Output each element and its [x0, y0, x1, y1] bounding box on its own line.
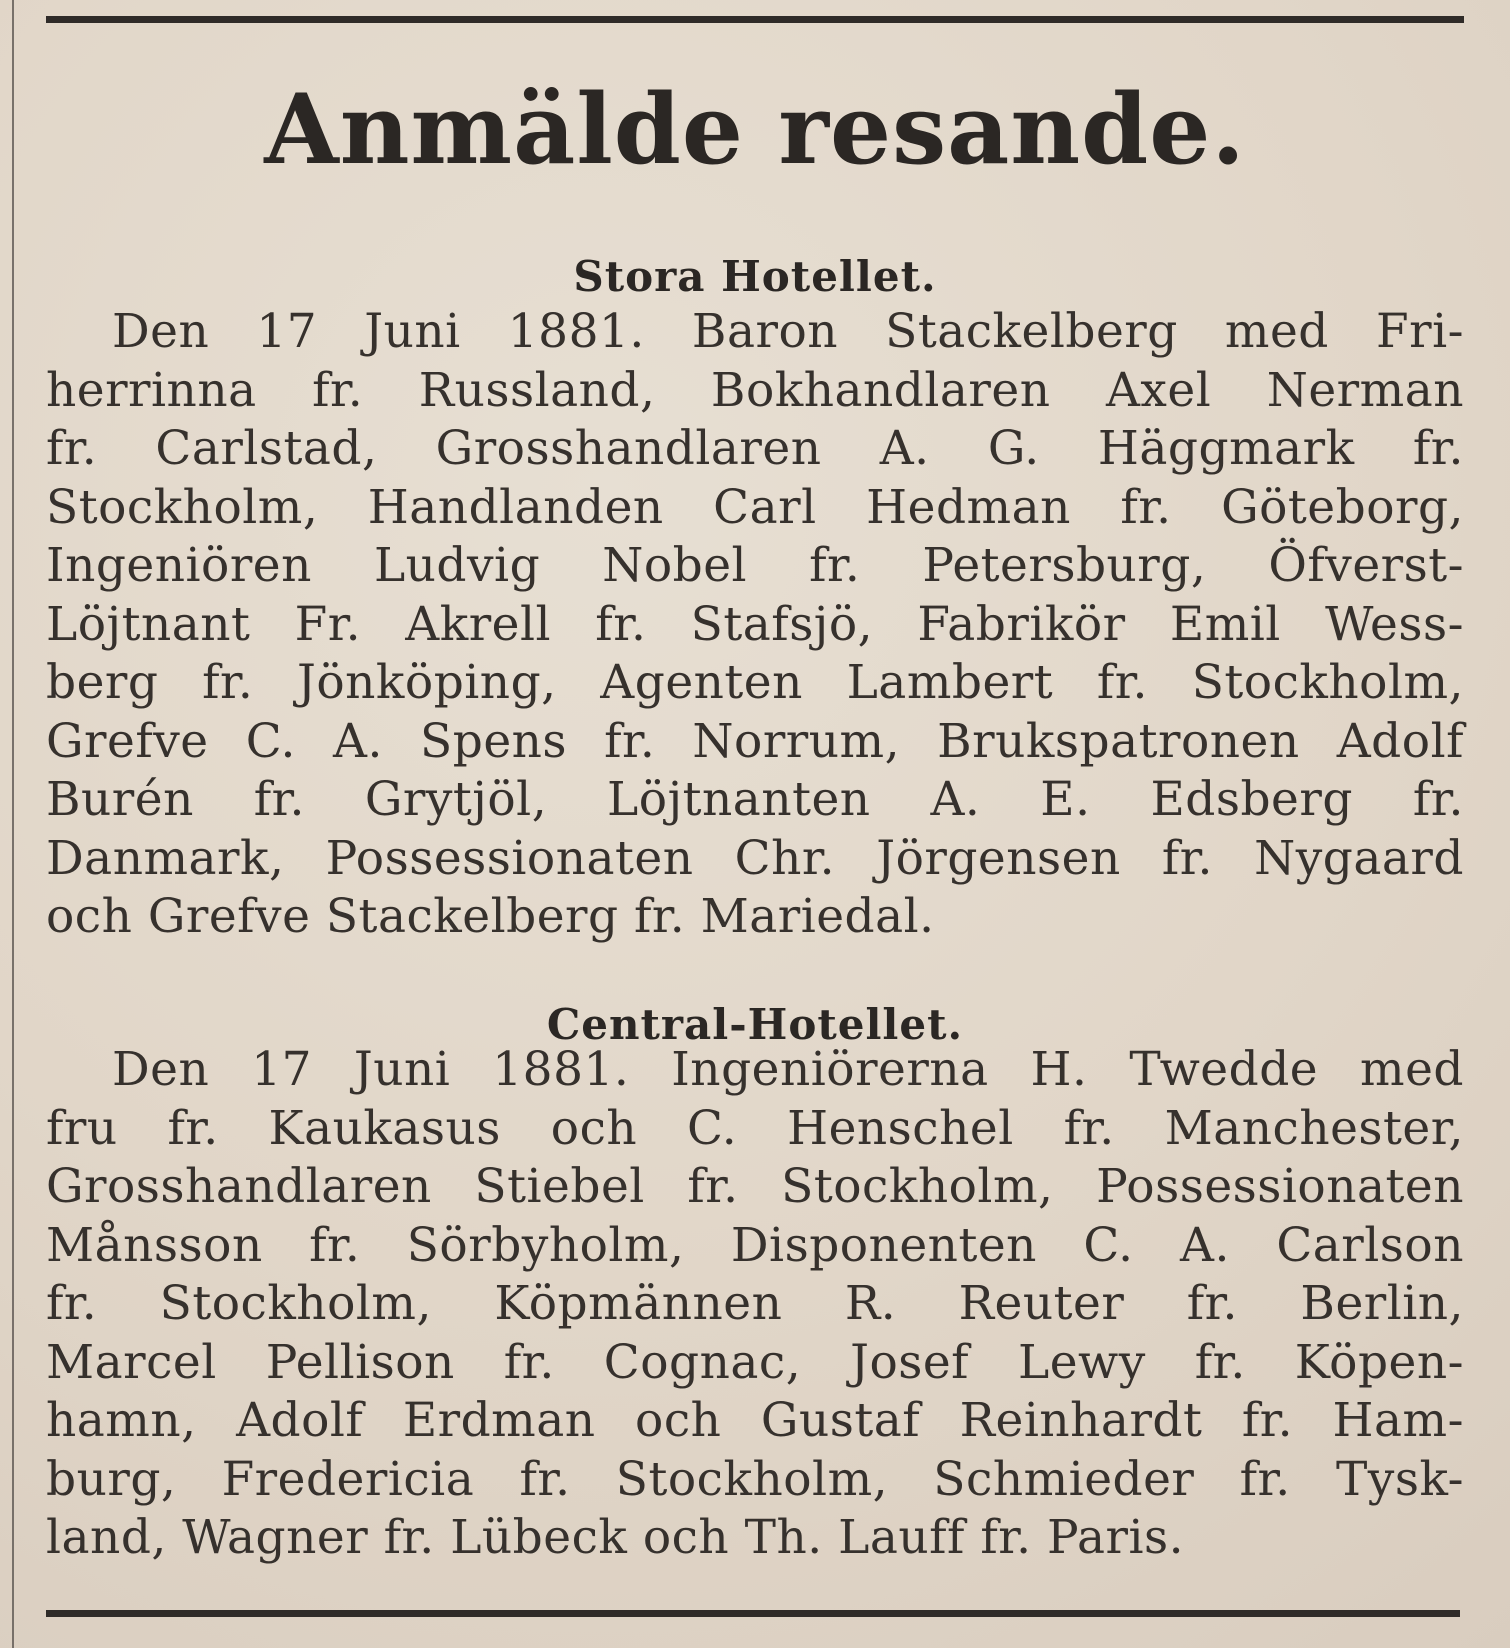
text-line: Grosshandlaren Stiebel fr. Stockholm, Possessionaten [46, 1159, 1464, 1214]
text-line: Den 17 Juni 1881. Ingeniörerna H. Twedde med [112, 1042, 1464, 1097]
top-rule [46, 16, 1464, 23]
text-line: fr. Stockholm, Köpmännen R. Reuter fr. Berlin, [46, 1276, 1464, 1331]
text-line: Månsson fr. Sörbyholm, Disponenten C. A. Carlson [46, 1217, 1464, 1273]
text-line: Burén fr. Grytjöl, Löjtnanten A. E. Edsberg fr. [46, 772, 1464, 827]
headline: Anmälde resande. [264, 73, 1246, 186]
text-line: fr. Carlstad, Grosshandlaren A. G. Häggmark fr. [46, 421, 1464, 476]
page-edge-line [12, 0, 14, 1648]
hotel-heading-central: Central-Hotellet. [546, 1000, 964, 1049]
text-line: Ingeniören Ludvig Nobel fr. Petersburg, Öfverst- [46, 538, 1464, 593]
text-line: herrinna fr. Russland, Bokhandlaren Axel Nerman [46, 362, 1464, 418]
text-line: och Grefve Stackelberg fr. Mariedal. [46, 889, 935, 944]
text-line: berg fr. Jönköping, Agenten Lambert fr. Stockholm, [46, 655, 1464, 710]
text-line: Den 17 Juni 1881. Baron Stackelberg med Fri- [112, 304, 1464, 359]
bottom-rule [46, 1610, 1460, 1617]
text-line: hamn, Adolf Erdman och Gustaf Reinhardt fr. Ham- [46, 1393, 1464, 1448]
guest-list-stora [46, 303, 1464, 947]
hotel-heading-stora: Stora Hotellet. [573, 252, 937, 301]
text-line: Danmark, Possessionaten Chr. Jörgensen fr. Nygaard [46, 830, 1464, 886]
text-line: burg, Fredericia fr. Stockholm, Schmieder fr. Tysk- [46, 1451, 1464, 1507]
text-line: Stockholm, Handlanden Carl Hedman fr. Göteborg, [46, 479, 1464, 535]
text-line: Löjtnant Fr. Akrell fr. Stafsjö, Fabrikör Emil Wess- [46, 596, 1464, 652]
text-line: Marcel Pellison fr. Cognac, Josef Lewy fr. Köpen- [46, 1334, 1464, 1390]
text-line: Grefve C. A. Spens fr. Norrum, Brukspatronen Adolf [46, 713, 1464, 769]
guest-list-central [46, 1041, 1464, 1568]
text-line: land, Wagner fr. Lübeck och Th. Lauff fr. Paris. [46, 1510, 1185, 1565]
text-line: fru fr. Kaukasus och C. Henschel fr. Manchester, [46, 1100, 1464, 1156]
